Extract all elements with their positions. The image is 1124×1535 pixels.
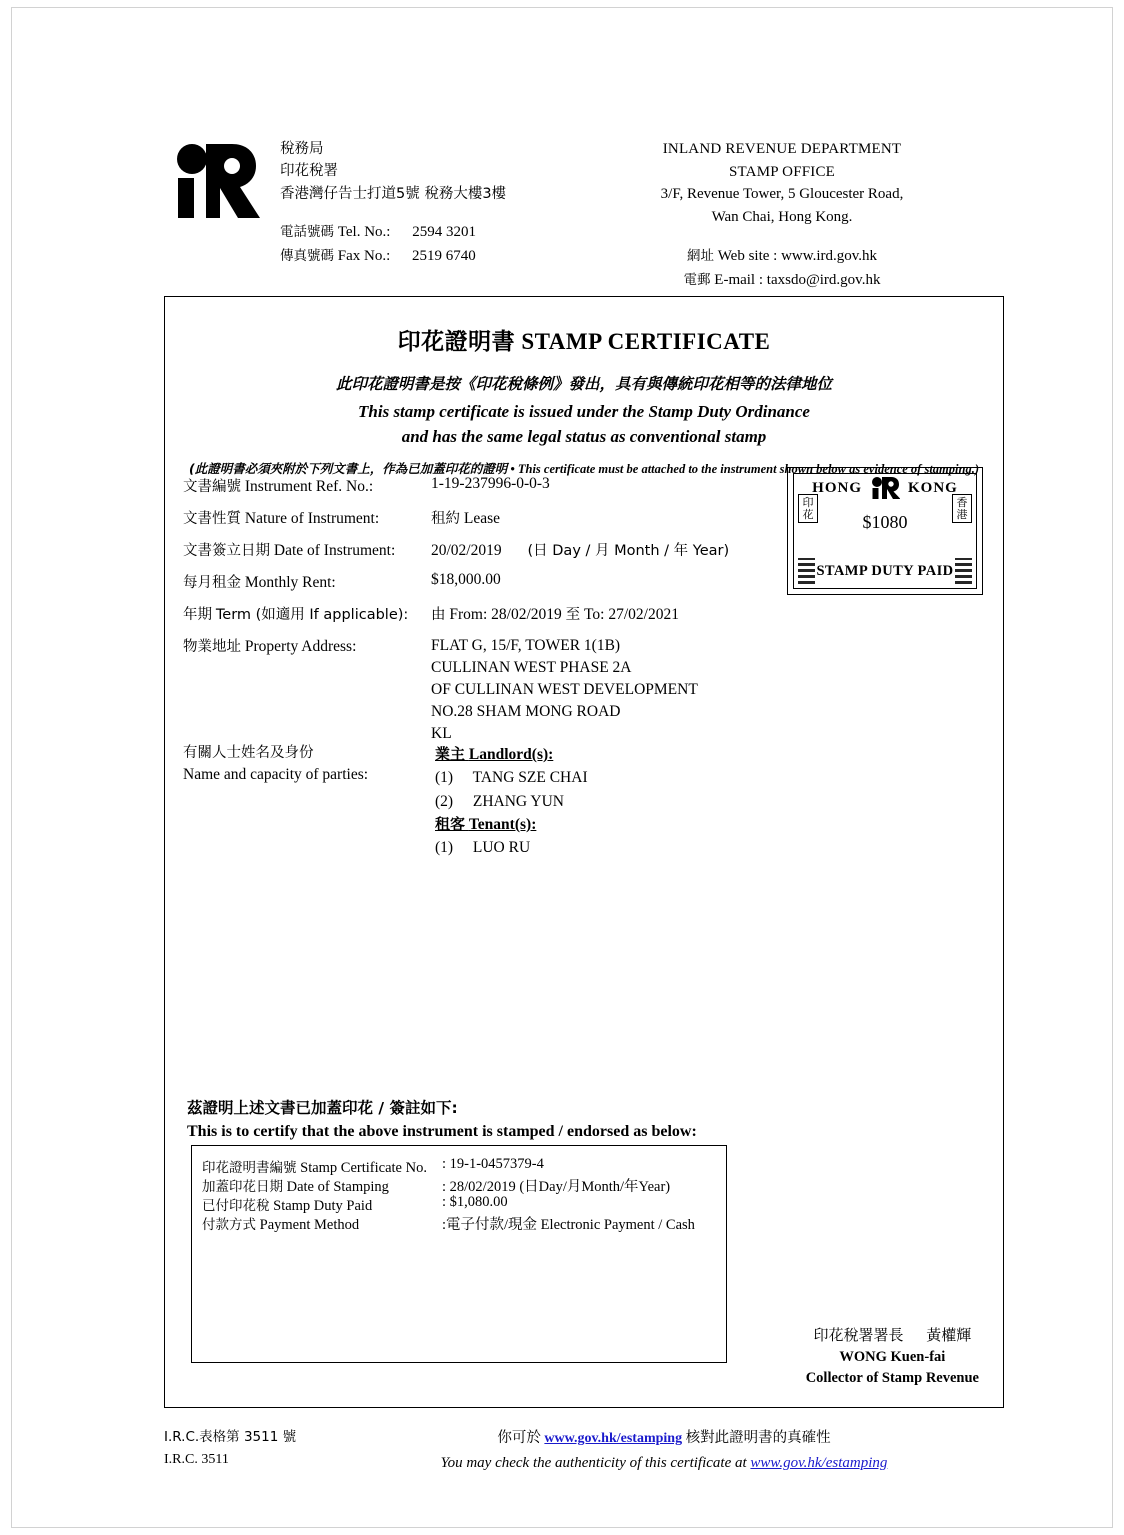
authenticity-note <box>324 1426 1004 1476</box>
term-to-cn: 至 <box>565 607 581 623</box>
field-parties <box>183 743 743 873</box>
landlord-name: TANG SZE CHAI <box>472 769 588 787</box>
dept-name-line2: 印花稅署 <box>280 163 338 180</box>
label-nature <box>183 507 427 528</box>
estamping-link-cn[interactable]: www.gov.hk/estamping <box>544 1431 683 1446</box>
dept-address-line: 香港灣仔告士打道5號 稅務大樓3樓 <box>280 185 507 202</box>
stamp-paid-text: STAMP DUTY PAID <box>816 563 954 579</box>
signature-line-cn <box>806 1325 979 1347</box>
email-label-en: E-mail : <box>714 272 764 288</box>
label-term-en: Term (如適用 If applicable): <box>215 607 409 623</box>
endorsement-row <box>202 1156 726 1175</box>
authenticity-prefix-cn: 你可於 <box>497 1430 541 1446</box>
signature-title-cn: 印花稅署署長 <box>813 1326 904 1345</box>
endorsement-label-en: Stamp Certificate No. <box>300 1160 427 1176</box>
department-address-en <box>572 138 992 292</box>
fax-value: 2519 6740 <box>412 248 476 264</box>
landlord-heading-en: Landlord(s): <box>468 746 554 763</box>
field-nature <box>183 507 743 539</box>
website-label-cn: 網址 <box>686 248 714 264</box>
endorsement-value: : 28/02/2019 (日Day/月Month/年Year) <box>442 1179 671 1195</box>
label-address-cn: 物業地址 <box>183 639 241 655</box>
certification-statement-cn: 茲證明上述文書已加蓋印花 / 簽註如下: <box>187 1099 458 1117</box>
signature-block <box>806 1325 979 1389</box>
value-date-of-instrument <box>431 539 729 560</box>
endorsement-box <box>191 1145 727 1363</box>
certificate-note-cn: (此證明書必須夾附於下列文書上，作為已加蓋印花的證明 <box>189 461 508 477</box>
landlord-heading-cn: 業主 <box>435 745 466 763</box>
website-value: www.ird.gov.hk <box>781 248 878 264</box>
field-instrument-ref <box>183 475 743 507</box>
stamp-duty-paid-mark <box>787 467 983 595</box>
label-instrument-ref-en: Instrument Ref. No.: <box>244 478 374 495</box>
tenant-heading <box>435 813 588 836</box>
value-term <box>431 603 679 624</box>
telephone-value: 2594 3201 <box>412 224 476 240</box>
authenticity-note-cn <box>324 1426 1004 1451</box>
authenticity-prefix-en: You may check the authenticity of this certificate at <box>440 1454 747 1471</box>
form-number-en: I.R.C. 3511 <box>164 1452 229 1468</box>
endorsement-label-cn: 已付印花稅 <box>202 1198 270 1214</box>
endorsement-label-cn: 加蓋印花日期 <box>202 1179 283 1195</box>
tenant-heading-cn: 租客 <box>435 814 466 833</box>
tenant-heading-en: Tenant(s): <box>468 815 537 833</box>
email-row <box>572 268 992 292</box>
label-address-en: Property Address: <box>244 638 357 655</box>
signature-name-en: WONG Kuen-fai <box>839 1348 946 1365</box>
fax-label-en: Fax No.: <box>337 248 391 264</box>
value-date-text: 20/02/2019 <box>431 542 502 559</box>
telephone-label-cn: 電話號碼 <box>280 224 334 240</box>
term-from-cn: 由 <box>431 607 446 623</box>
address-line: KL <box>431 725 452 742</box>
endorsement-row <box>202 1175 726 1194</box>
certificate-title-zone <box>165 323 1003 477</box>
stamp-hong-text: HONG <box>812 479 862 496</box>
instrument-details <box>183 475 743 873</box>
term-to-value: 27/02/2021 <box>608 606 679 623</box>
web-contact-block <box>572 244 992 292</box>
signature-role-en: Collector of Stamp Revenue <box>805 1369 979 1386</box>
label-monthly-rent <box>183 571 427 592</box>
office-name-en: STAMP OFFICE <box>728 163 836 180</box>
certificate-subtitle-en <box>165 400 1003 449</box>
stamp-side-label-left: 印花 <box>798 494 818 523</box>
field-term <box>183 603 743 635</box>
telephone-row <box>280 220 476 244</box>
label-parties <box>183 743 427 786</box>
tenant-name: LUO RU <box>472 839 531 856</box>
certification-statement-en: This is to certify that the above instrument is stamped / endorsed as below: <box>187 1123 697 1141</box>
certificate-title-cn: 印花證明書 <box>397 329 516 355</box>
certificate-title <box>165 323 1003 356</box>
endorsement-value: :電子付款/現金 Electronic Payment / Cash <box>442 1217 695 1233</box>
document-header <box>162 128 992 288</box>
certificate-subtitle-en-line2: and has the same legal status as conventional stamp <box>401 426 767 446</box>
value-parties <box>435 743 588 859</box>
term-to-en: To: <box>584 606 605 623</box>
endorsement-label <box>202 1156 427 1177</box>
stamp-ird-logo-icon <box>870 476 900 500</box>
authenticity-suffix-cn: 核對此證明書的真確性 <box>685 1430 831 1446</box>
list-item <box>435 836 588 859</box>
endorsement-label-cn: 付款方式 <box>202 1217 256 1233</box>
fax-row <box>280 244 476 268</box>
list-item <box>435 766 588 789</box>
landlord-index: (2) <box>435 792 454 810</box>
certificate-subtitle-en-line1: This stamp certificate is issued under the Stamp Duty Ordinance <box>358 402 810 421</box>
address-line: FLAT G, 15/F, TOWER 1(1B) <box>431 637 621 654</box>
label-term <box>183 603 427 624</box>
value-monthly-rent: $18,000.00 <box>431 571 501 588</box>
contact-block <box>280 220 476 268</box>
endorsement-label-en: Date of Stamping <box>286 1179 389 1195</box>
estamping-link-en[interactable]: www.gov.hk/estamping <box>750 1454 888 1471</box>
endorsement-row <box>202 1213 726 1232</box>
value-nature <box>431 507 500 528</box>
date-format-hint: (日 Day / 月 Month / 年 Year) <box>527 543 730 559</box>
address-line: NO.28 SHAM MONG ROAD <box>431 703 621 720</box>
list-item <box>435 790 588 813</box>
endorsement-label <box>202 1194 372 1215</box>
value-nature-en: Lease <box>463 510 501 527</box>
field-date-of-instrument <box>183 539 743 571</box>
form-number-block <box>164 1426 296 1471</box>
endorsement-value: : $1,080.00 <box>442 1194 508 1210</box>
dept-name-en: INLAND REVENUE DEPARTMENT <box>662 141 902 157</box>
certificate-frame <box>164 296 1004 1408</box>
label-nature-cn: 文書性質 <box>183 511 241 527</box>
document-sheet <box>12 8 1112 1527</box>
landlord-index: (1) <box>435 769 454 787</box>
endorsement-label-cn: 印花證明書編號 <box>202 1160 297 1176</box>
certificate-title-en: STAMP CERTIFICATE <box>521 329 771 354</box>
label-instrument-ref <box>183 475 427 496</box>
label-date-cn: 文書簽立日期 <box>183 543 270 559</box>
stamp-amount: $1080 <box>862 512 908 532</box>
term-from-en: From: <box>449 606 488 623</box>
label-property-address <box>183 635 427 656</box>
landlord-heading <box>435 743 588 766</box>
certificate-note-en: • This certificate must be attached to the instrument shown below as evidence of stamping.) <box>510 462 979 477</box>
label-term-cn: 年期 <box>183 607 212 623</box>
value-nature-cn: 租約 <box>431 511 460 527</box>
dept-name-line1: 稅務局 <box>280 141 324 157</box>
landlord-name: ZHANG YUN <box>472 792 564 810</box>
address-line: OF CULLINAN WEST DEVELOPMENT <box>431 681 698 698</box>
label-date-en: Date of Instrument: <box>273 542 396 559</box>
endorsement-label-en: Payment Method <box>259 1217 360 1233</box>
label-rent-cn: 每月租金 <box>183 575 241 591</box>
stamp-side-label-right: 香港 <box>952 494 972 523</box>
label-date-of-instrument <box>183 539 427 560</box>
certificate-subtitle-cn <box>165 372 1003 394</box>
term-from-value: 28/02/2019 <box>491 606 562 623</box>
tenant-index: (1) <box>435 839 454 856</box>
signature-name-cn: 黃權輝 <box>926 1326 972 1345</box>
ird-logo-icon <box>170 142 260 220</box>
certificate-subtitle-cn-text: 此印花證明書是按《印花稅條例》發出，具有與傳統印花相等的法律地位 <box>335 375 832 393</box>
address-line: CULLINAN WEST PHASE 2A <box>431 659 632 676</box>
stamp-kong-text: KONG <box>908 479 958 496</box>
email-label-cn: 電郵 <box>683 272 711 288</box>
department-address-cn <box>280 138 506 205</box>
office-address-line1: 3/F, Revenue Tower, 5 Gloucester Road, <box>660 186 904 202</box>
fax-label-cn: 傳真號碼 <box>280 248 334 264</box>
label-parties-cn: 有關人士姓名及身份 <box>183 745 314 761</box>
email-value: taxsdo@ird.gov.hk <box>766 272 881 288</box>
endorsement-label <box>202 1175 389 1196</box>
telephone-label-en: Tel. No.: <box>337 224 391 240</box>
website-row <box>572 244 992 268</box>
field-monthly-rent <box>183 571 743 603</box>
value-property-address <box>431 635 698 745</box>
label-nature-en: Nature of Instrument: <box>244 510 380 527</box>
field-property-address <box>183 635 743 743</box>
endorsement-label <box>202 1213 359 1234</box>
authenticity-note-en <box>324 1451 1004 1477</box>
label-parties-en: Name and capacity of parties: <box>183 766 369 784</box>
endorsement-value: : 19-1-0457379-4 <box>442 1156 544 1172</box>
website-label-en: Web site : <box>717 248 778 264</box>
form-number-cn: I.R.C.表格第 3511 號 <box>164 1429 297 1445</box>
office-address-line2: Wan Chai, Hong Kong. <box>711 208 853 225</box>
endorsement-row <box>202 1194 726 1213</box>
certification-statement <box>187 1097 967 1144</box>
label-instrument-ref-cn: 文書編號 <box>183 479 241 495</box>
value-instrument-ref: 1-19-237996-0-0-3 <box>431 475 550 492</box>
label-rent-en: Monthly Rent: <box>244 574 336 591</box>
endorsement-label-en: Stamp Duty Paid <box>273 1198 373 1214</box>
